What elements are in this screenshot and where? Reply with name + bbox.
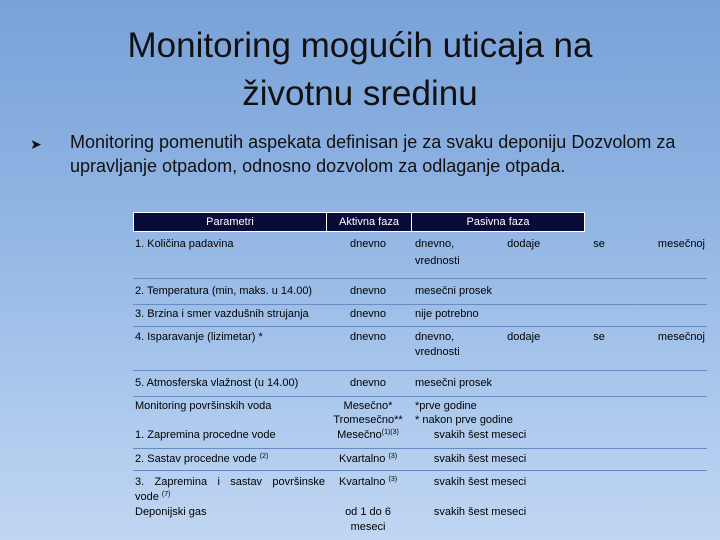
row-9-active-line-1: od 1 do 6 [345,506,391,518]
row-1-param: 1. Količina padavina [135,238,234,250]
row-4-active: dnevno [349,331,387,343]
footnote-marker: (3) [388,453,398,460]
row-8-active: Kvartalno $^{(3)}$ [338,476,398,488]
row-4-param: 4. Isparavanje (lizimetar) * [135,331,263,343]
row-5-passive: mesečni prosek [415,377,493,389]
row-divider [133,396,707,397]
row-5-active: dnevno [349,377,387,389]
title-line-2: životnu sredinu [242,74,478,113]
row-3-active: dnevno [349,308,387,320]
header-pasivna-faza: Pasivna faza [411,212,585,232]
row-divider [133,370,707,371]
footnote-marker: (3) [388,476,398,483]
row-3-param: 3. Brzina i smer vazdušnih strujanja [135,308,309,320]
row-6-passive-line-2: * nakon prve godine [415,414,513,426]
row-4-passive-line-2: vrednosti [415,346,460,358]
title-line-1: Monitoring mogućih uticaja na [127,26,593,65]
footnote-marker: (1)(3) [381,429,399,436]
row-6-passive-line-3: svakih šest meseci [433,429,527,441]
row-4-passive-line-1: dnevno, dodaje se mesečnoj [415,331,705,343]
bullet-text: Monitoring pomenutih aspekata definisan je za svaku deponiju Dozvolom za upravljanje otpadom, odnosno dozvolom za odlaganje otpada. [70,132,676,176]
row-2-param: 2. Temperatura (min, maks. u 14.00) [135,285,313,297]
row-divider [133,448,707,449]
row-6-active-line-2: Tromesečno** [333,414,403,426]
footnote-marker: (2) [259,453,269,460]
row-3-passive: nije potrebno [415,308,479,320]
row-8-param-line-1: 3. Zapremina i sastav površinske [135,476,325,488]
row-6-param-line-1: Monitoring površinskih voda [135,400,272,412]
row-2-passive: mesečni prosek [415,285,493,297]
row-5-param: 5. Atmosferska vlažnost (u 14.00) [135,377,299,389]
monitoring-table [133,212,707,540]
row-1-active: dnevno [349,238,387,250]
row-divider [133,470,707,471]
row-7-passive: svakih šest meseci [433,453,527,465]
row-1-passive-line-1: dnevno, dodaje se mesečnoj [415,238,705,250]
row-8-passive: svakih šest meseci [433,476,527,488]
row-8-param-line-2: vode $^{(7)}$ [135,491,171,503]
row-7-param: 2. Sastav procedne vode $^{(2)}$ [135,453,269,465]
row-7-active: Kvartalno $^{(3)}$ [338,453,398,465]
arrow-bullet-icon: ➤ [30,136,42,152]
page-title [40,22,680,118]
header-aktivna-faza: Aktivna faza [326,212,411,232]
row-divider [133,326,707,327]
row-2-active: dnevno [349,285,387,297]
row-9-param: Deponijski gas [135,506,207,518]
header-parametri: Parametri [133,212,326,232]
row-6-active-line-3: Mesečno$^{(1)(3)}$ [337,429,399,441]
footnote-marker: (7) [161,491,171,498]
bullet-paragraph [30,130,700,178]
row-6-active-line-1: Mesečno* [343,400,393,412]
row-1-passive-line-2: vrednosti [415,255,460,267]
row-6-passive-line-1: *prve godine [415,400,477,412]
row-6-param-line-2: 1. Zapremina procedne vode [135,429,276,441]
row-9-passive: svakih šest meseci [433,506,527,518]
row-9-active-line-2: meseci [350,521,386,533]
row-divider [133,304,707,305]
row-divider [133,278,707,279]
